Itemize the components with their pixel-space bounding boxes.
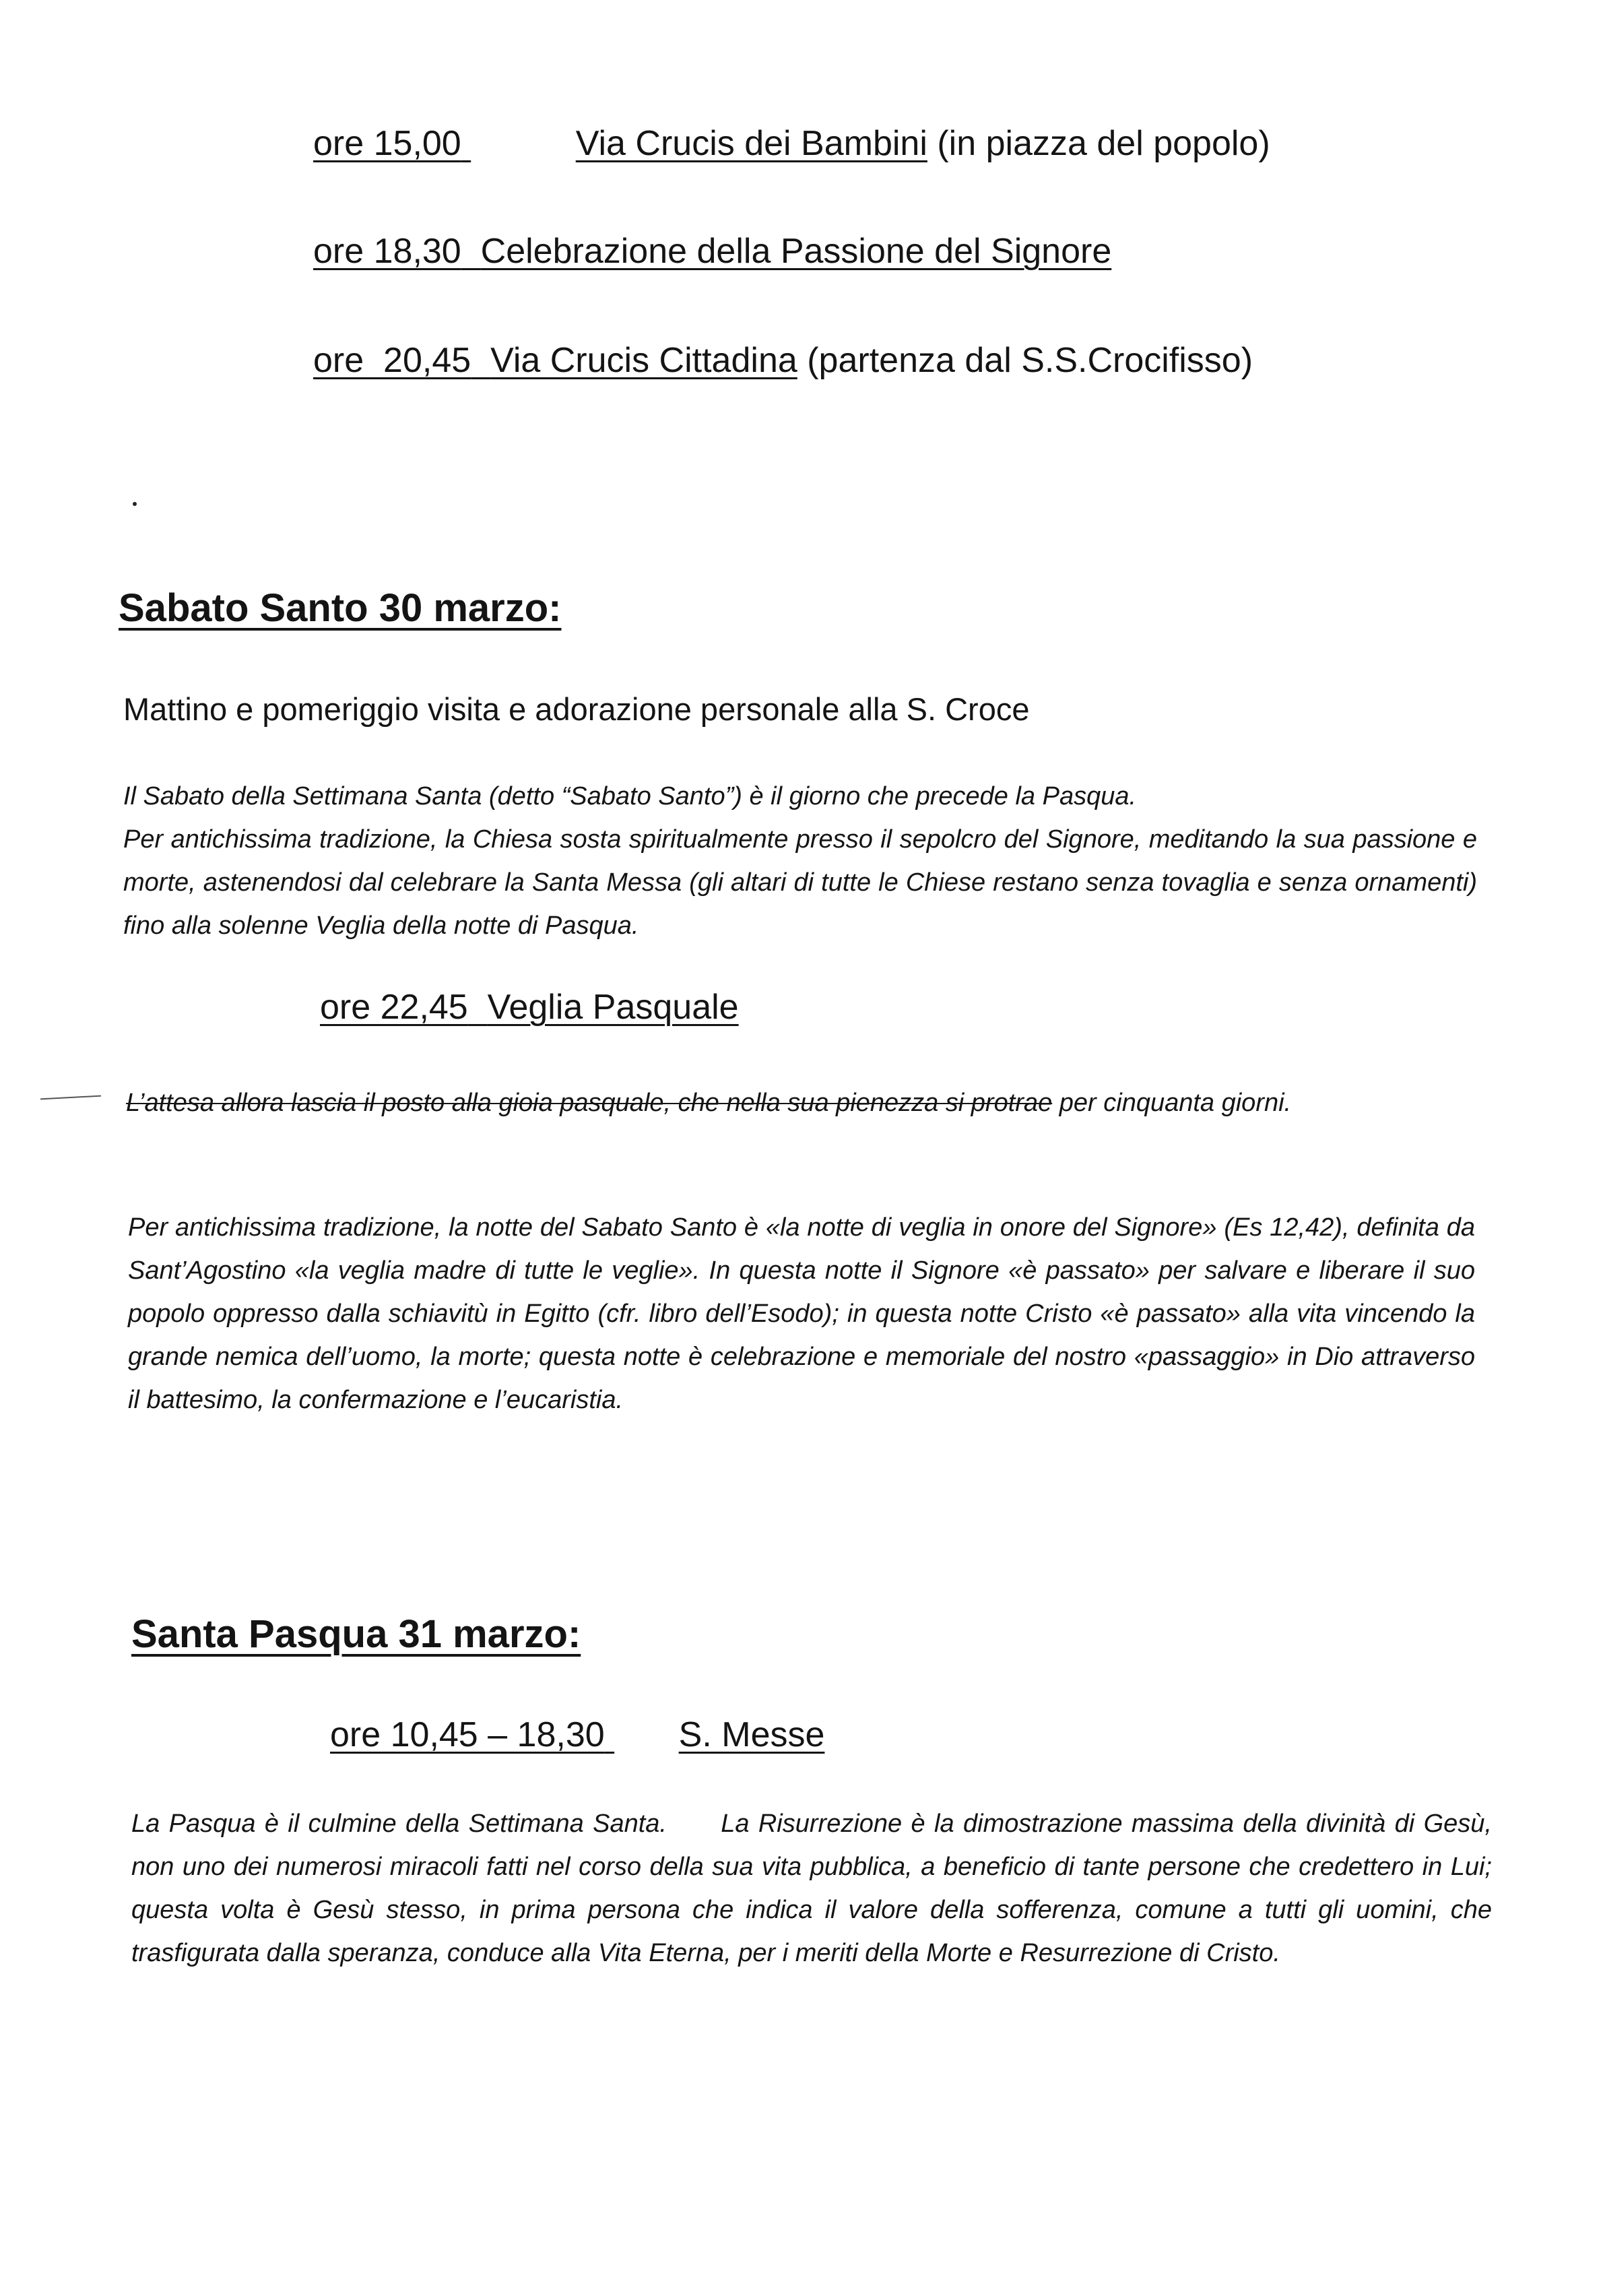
sabato-description-line1: Il Sabato della Settimana Santa (detto “Sabato Santo”) è il giorno che precede la Pasqua. — [123, 782, 1137, 810]
pasqua-paragraph: La Pasqua è il culmine della Settimana Santa. La Risurrezione è la dimostrazione massima della divinità di Gesù, non uno dei numerosi miracoli fatti nel corso della sua vita pubblica, a beneficio di tante persone che credettero in Lui; questa volta è Gesù stesso, in prima persona che indica il valore della sofferenza, comune a tutti gli uomini, che trasfigurata dalla speranza, conduce alla Vita Eterna, per i meriti della Morte e Resurrezione di Cristo. — [131, 1810, 1499, 1967]
vigil-time: ore 22,45 — [320, 988, 468, 1027]
vigil-line — [320, 987, 739, 1027]
schedule-time: ore 18,30 — [313, 232, 461, 271]
sabato-intro: Mattino e pomeriggio visita e adorazione personale alla S. Croce — [123, 691, 1030, 727]
schedule-title: Via Crucis dei Bambini — [575, 124, 927, 163]
sabato-description — [123, 775, 1477, 947]
vigil-title: Veglia Pasquale — [487, 988, 739, 1027]
mass-line — [330, 1715, 824, 1755]
sabato-description-rest: Per antichissima tradizione, la Chiesa sosta spiritualmente presso il sepolcro del Signore, meditando la sua passione e morte, astenendosi dal celebrare la Santa Messa (gli altari di tutte le Chiese restano senza tovaglia e senza ornamenti) fino alla solenne Veglia della notte di Pasqua. — [123, 825, 1477, 940]
schedule-line-passione — [313, 231, 1111, 272]
struck-paragraph — [126, 1081, 1480, 1124]
mass-title: S. Messe — [678, 1715, 825, 1754]
pasqua-heading-text: Santa Pasqua 31 marzo: — [131, 1612, 581, 1656]
schedule-time: ore 15,00 — [313, 124, 461, 163]
pasqua-heading — [131, 1612, 682, 1657]
struck-rest: per cinquanta giorni. — [1059, 1089, 1292, 1117]
struck-text: L’attesa allora lascia il posto alla gioia pasquale, che nella sua pienezza si protrae — [126, 1089, 1053, 1117]
schedule-title: Via Crucis Cittadina — [490, 341, 797, 380]
schedule-time: ore 20,45 — [313, 341, 471, 380]
mass-time: ore 10,45 – 18,30 — [330, 1715, 605, 1754]
vigil-paragraph: Per antichissima tradizione, la notte del Sabato Santo è «la notte di veglia in onore del Signore» (Es 12,42), definita da Sant’Agostino «la veglia madre di tutte le veglie». In questa notte il Signore «è passato» per salvare e liberare il suo popolo oppresso dalla schiavitù in Egitto (cfr. libro dell’Esodo); in questa notte Cristo «è passato» alla vita vincendo la grande nemica dell’uomo, la morte; questa notte è celebrazione e memoriale del nostro «passaggio» in Dio attraverso il battesimo, la confermazione e l’eucaristia. — [128, 1213, 1475, 1414]
schedule-note: (partenza dal S.S.Crocifisso) — [807, 341, 1253, 380]
stray-dot — [133, 502, 137, 506]
schedule-title: Celebrazione della Passione del Signore — [480, 232, 1112, 271]
schedule-note: (in piazza del popolo) — [937, 124, 1270, 163]
schedule-line-via-crucis-cittadina — [313, 340, 1253, 381]
scan-mark — [40, 1095, 101, 1100]
sabato-heading: Sabato Santo 30 marzo: — [119, 586, 562, 630]
schedule-line-via-crucis-bambini — [313, 123, 1270, 164]
